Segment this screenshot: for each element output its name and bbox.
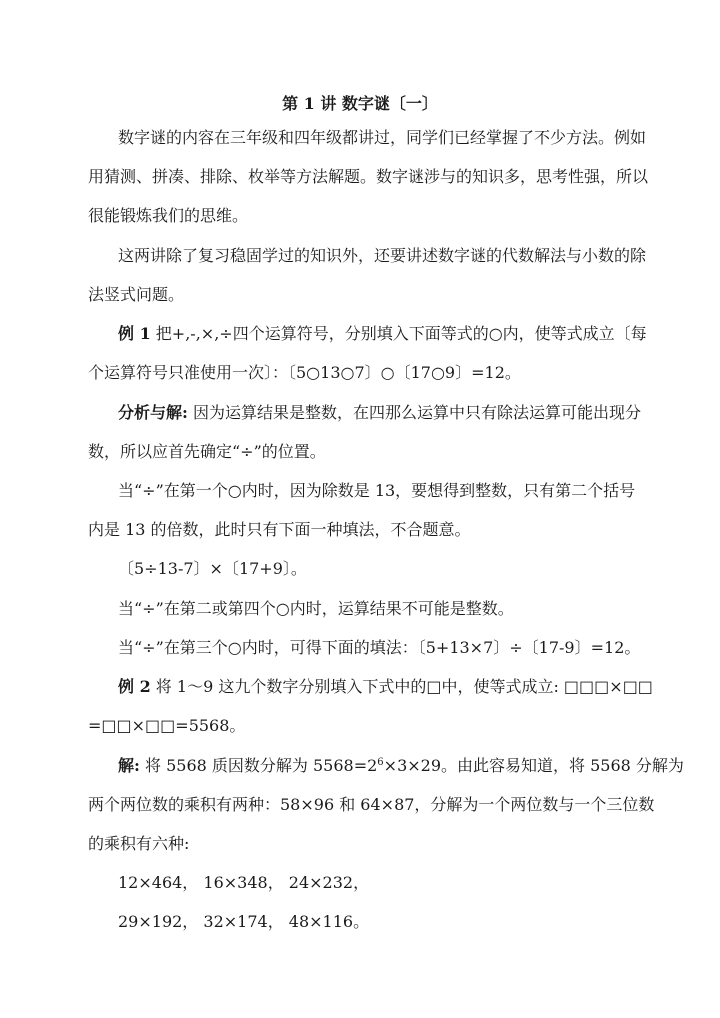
case-2-line: 当“÷”在第二或第四个○内时，运算结果不可能是整数。 [118, 599, 514, 618]
example-1-line-1 [118, 322, 647, 346]
analysis-text: 因为运算结果是整数，在四那么运算中只有除法运算可能出现分 [187, 403, 642, 422]
solution-line-2: 两个两位数的乘积有两种：58×96 和 64×87，分解为一个两位数与一个三位数 [88, 795, 655, 814]
example-2-line-1 [118, 675, 653, 699]
case-1-formula: 〔5÷13-7〕×〔17+9〕。 [118, 559, 307, 578]
case-3-line: 当“÷”在第三个○内时，可得下面的填法：〔5+13×7〕÷〔17-9〕=12。 [118, 638, 641, 657]
intro-line-2: 用猜测、拼凑、排除、枚举等方法解题。数字谜涉与的知识多，思考性强，所以 [88, 167, 649, 186]
solution-line-3: 的乘积有六种: [88, 834, 190, 853]
case-1-line-2: 内是 13 的倍数，此时只有下面一种填法，不合题意。 [88, 520, 471, 539]
solution-text-b: ×3×29。由此容易知道，将 5568 分解为 [383, 756, 684, 775]
products-row-1: 12×464， 16×348， 24×232， [118, 873, 370, 892]
intro2-line-1: 这两讲除了复习稳固学过的知识外，还要讲述数字谜的代数解法与小数的除 [118, 246, 647, 265]
example-2-text: 将 1～9 这九个数字分别填入下式中的□中，使等式成立: □□□×□□ [150, 677, 653, 696]
intro2-line-2: 法竖式问题。 [88, 285, 185, 304]
case-1-line-1: 当“÷”在第一个○内时，因为除数是 13，要想得到整数，只有第二个括号 [118, 481, 636, 500]
example-2-line-2: =□□×□□=5568。 [88, 716, 246, 735]
exponent: 6 [377, 757, 384, 768]
page-title: 第 1 讲 数字谜〔一〕 [282, 94, 438, 113]
intro-line-3: 很能锻炼我们的思维。 [88, 206, 249, 225]
example-1-line-2: 个运算符号只准使用一次〕：〔5○13○7〕○〔17○9〕=12。 [88, 363, 521, 382]
analysis-line-2: 数，所以应首先确定“÷”的位置。 [88, 442, 326, 461]
solution-line-1 [118, 754, 684, 778]
example-2-label: 例 2 [118, 677, 151, 696]
solution-text-a: 将 5568 质因数分解为 5568=2 [139, 756, 378, 775]
analysis-label: 分析与解: [118, 403, 188, 422]
example-1-text: 把+,-,×,÷四个运算符号，分别填入下面等式的○内，使等式成立〔每 [150, 324, 647, 343]
intro-line-1: 数字谜的内容在三年级和四年级都讲过，同学们已经掌握了不少方法。例如 [118, 128, 647, 147]
solution-label: 解: [118, 756, 140, 775]
products-row-2: 29×192， 32×174， 48×116。 [118, 912, 370, 931]
example-1-label: 例 1 [118, 324, 151, 343]
analysis-line-1 [118, 401, 641, 425]
